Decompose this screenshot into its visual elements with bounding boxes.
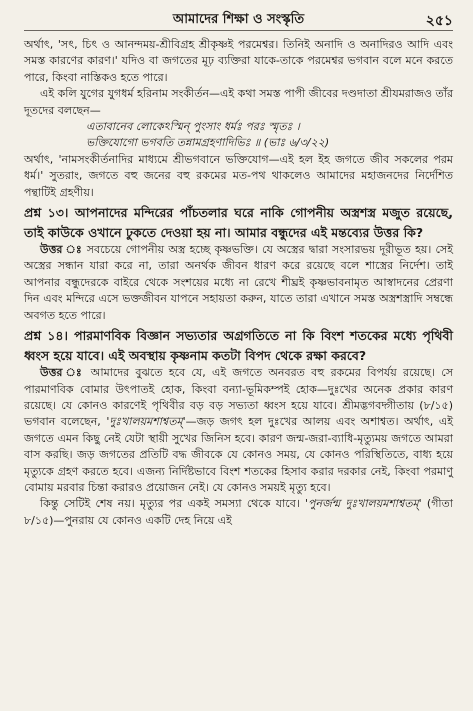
answer-13 [24, 242, 453, 324]
question-13-text: আপনাদের মন্দিরের পাঁচতলার ঘরে নাকি গোপনীয় অস্ত্রশস্ত্র মজুত রয়েছে, তাই কাউকে ওখানে ঢুকতে দেওয়া হয় না। আমার বন্ধুদের এই মন্তব্যের উত্তর কি? [24, 205, 453, 240]
answer-14 [24, 365, 453, 496]
verse-line-1: এতাবানেব লোকেঽস্মিন্ পুংসাং ধর্মঃ পরঃ স্মৃতঃ । [86, 120, 300, 134]
paragraph-1: অর্থাৎ, 'সৎ, চিৎ ও আনন্দময়-শ্রীবিগ্রহ শ্রীকৃষ্ণই পরমেশ্বর। তিনিই অনাদি ও অনাদিরও আদি এবং সমস্ত কারণের কারণ।' যদিও বা জগতের মূঢ় ব্যক্তিরা যাকে-তাকে পরমেশ্বর ভগবান বলে মনে করতে পারে, কিংবা নাস্তিকও হতে পারে। [24, 38, 453, 84]
verse-line-2: ভক্তিযোগো ভগবতি তন্নামগ্রহণাদিভিঃ ॥ (ভাঃ ৬/৩/২২) [86, 136, 330, 150]
question-14 [24, 326, 453, 365]
question-13 [24, 203, 453, 242]
paragraph-3: অর্থাৎ, 'নামসংকীর্তনাদির মাধ্যমে শ্রীভগবানে ভক্তিযোগ—এই হল ইহ জগতে জীব সকলের পরম ধর্ম।' সুতরাং, জগতে বহু জনের বহু রকমের মত-পথ থাকলেও আমাদের মহাজনদের নির্দেশিত পন্থাটিই গ্রহণীয়। [24, 152, 453, 199]
answer-14-quote: 'দুঃখালয়মশাশ্বতম্' [106, 415, 186, 429]
page-number: ২৫১ [425, 13, 453, 29]
paragraph-2: এই কলি যুগের যুগধর্ম হরিনাম সংকীর্তন—এই কথা সমস্ত পাপী জীবের দণ্ডদাতা শ্রীযমরাজও তাঁর দূতদের বলছেন— [24, 87, 453, 117]
paragraph-last [24, 496, 453, 529]
question-14-label: প্রশ্ন ১৪। [24, 328, 68, 344]
answer-14-text-1: আমাদের বুঝতে হবে যে, এই জগতে অনবরত বহু রকমের বিপর্যয় রয়েছে। সে পারমাণবিক বোমার উৎপাতই হোক, কিংবা বন্যা-ভূমিকম্পই হোক—দুঃখের অনেক প্রকার কারণ রয়েছে। যে কোনও কারণেই পৃথিবীর বড় বড় সভ্যতা ধ্বংস হয়ে যাবে। শ্রীমদ্ভগবদ্গীতায় (৮/১৫) ভগবান বলেছেন, [24, 366, 453, 429]
answer-13-text: সবচেয়ে গোপনীয় অস্ত্র হচ্ছে কৃষ্ণভক্তি। যে অস্ত্রের দ্বারা সংসারভয় দূরীভূত হয়। সেই অস্ত্রের সন্ধান যারা করে না, তারা অনর্থক জীবন ধারণ করে রয়েছে বলে শাস্ত্রের নির্দেশ। তাই আপনার বন্ধুদেরকে বাইরে থেকে সংশয়ের মধ্যে না রেখে শীঘ্রই কৃষ্ণভাবনামৃত আস্বাদনের প্রেরণা দিন এবং মন্দিরে এসে ভক্তজীবন যাপনে সহায়তা করুন, যাতে তারা এখানে সমস্ত অস্ত্রশস্ত্রাদি সম্বন্ধে অবগত হতে পারে। [24, 243, 454, 322]
paragraph-last-quote: 'পুনর্জন্ম দুঃখালয়মশাশ্বতম্' [305, 497, 422, 511]
paragraph-last-text-2: (গীতা ৮/১৫)—পুনরায় যে কোনও একটি দেহ নিয়ে এই [24, 497, 453, 527]
paragraph-last-text-1: কিন্তু সেটিই শেষ নয়। মৃত্যুর পর একই সমস্যা থেকে যাবে। [40, 497, 305, 511]
question-13-label: প্রশ্ন ১৩। [24, 205, 69, 221]
running-title: আমাদের শিক্ষা ও সংস্কৃতি [172, 12, 305, 27]
page-header [24, 6, 453, 31]
question-14-text: পারমাণবিক বিজ্ঞান সভ্যতার অগ্রগতিতে না কি বিংশ শতকের মধ্যে পৃথিবী ধ্বংস হয়ে যাবে। এই অবস্থায় কৃষ্ণনাম কতটা বিপদ থেকে রক্ষা করবে? [24, 328, 454, 363]
answer-14-text-2: —জড় জগৎ হল দুঃখের আলয় এবং অশাশ্বত। অর্থাৎ, এই জগতে এমন কিছু নেই যেটা স্থায়ী সুখের জিনিস হবে। কারণ জন্ম-জরা-ব্যাধি-মৃত্যুময় জগতে আমরা বাস করছি। জড় জগতের প্রতিটি বদ্ধ জীবকে যে কোনও সময়, যে কোনও পরিস্থিতিতে, বাধ্য হয়ে মৃত্যুকে গ্রহণ করতে হবে। এজন্য নির্দিষ্টভাবে বিংশ শতকের হিসাব করার দরকার নেই, কিংবা পরমাণু বোমায় মরবার চিন্তা করারও প্রয়োজন নেই। যে কোনও সময়ই মৃত্যু হবে। [24, 415, 453, 494]
answer-14-label: উত্তর ঃ [40, 366, 85, 380]
answer-13-label: উত্তর ঃ [40, 243, 83, 257]
